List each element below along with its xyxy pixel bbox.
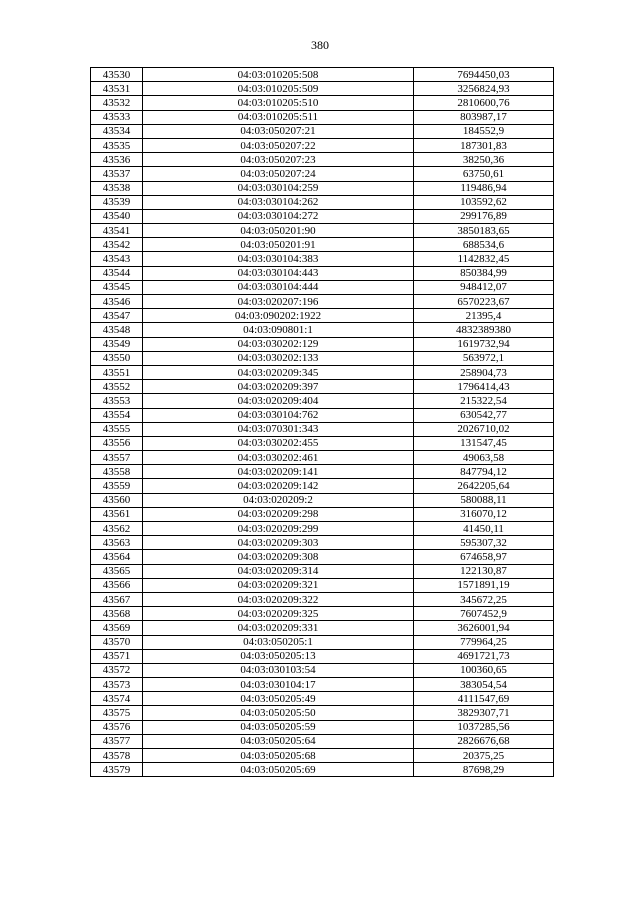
table-row bbox=[91, 209, 554, 223]
value-cell: 2026710,02 bbox=[414, 422, 554, 436]
table-row bbox=[91, 280, 554, 294]
row-number-cell: 43551 bbox=[91, 365, 143, 379]
row-number-cell: 43547 bbox=[91, 309, 143, 323]
cadastral-number-cell: 04:03:020209:2 bbox=[143, 493, 414, 507]
value-cell: 674658,97 bbox=[414, 550, 554, 564]
table-row bbox=[91, 181, 554, 195]
table-row bbox=[91, 507, 554, 521]
cadastral-number-cell: 04:03:020209:325 bbox=[143, 607, 414, 621]
value-cell: 63750,61 bbox=[414, 167, 554, 181]
value-cell: 779964,25 bbox=[414, 635, 554, 649]
cadastral-number-cell: 04:03:030104:262 bbox=[143, 195, 414, 209]
table-row bbox=[91, 621, 554, 635]
row-number-cell: 43550 bbox=[91, 351, 143, 365]
cadastral-number-cell: 04:03:030104:443 bbox=[143, 266, 414, 280]
value-cell: 1142832,45 bbox=[414, 252, 554, 266]
row-number-cell: 43563 bbox=[91, 536, 143, 550]
cadastral-number-cell: 04:03:020209:404 bbox=[143, 394, 414, 408]
value-cell: 688534,6 bbox=[414, 238, 554, 252]
row-number-cell: 43561 bbox=[91, 507, 143, 521]
row-number-cell: 43559 bbox=[91, 479, 143, 493]
row-number-cell: 43548 bbox=[91, 323, 143, 337]
table-row bbox=[91, 96, 554, 110]
value-cell: 1619732,94 bbox=[414, 337, 554, 351]
value-cell: 184552,9 bbox=[414, 124, 554, 138]
row-number-cell: 43545 bbox=[91, 280, 143, 294]
value-cell: 948412,07 bbox=[414, 280, 554, 294]
table-row bbox=[91, 380, 554, 394]
table-row bbox=[91, 550, 554, 564]
table-row bbox=[91, 522, 554, 536]
row-number-cell: 43569 bbox=[91, 621, 143, 635]
cadastral-number-cell: 04:03:030104:444 bbox=[143, 280, 414, 294]
value-cell: 21395,4 bbox=[414, 309, 554, 323]
table-row bbox=[91, 224, 554, 238]
row-number-cell: 43542 bbox=[91, 238, 143, 252]
row-number-cell: 43570 bbox=[91, 635, 143, 649]
value-cell: 850384,99 bbox=[414, 266, 554, 280]
table-row bbox=[91, 436, 554, 450]
cadastral-number-cell: 04:03:050207:23 bbox=[143, 153, 414, 167]
row-number-cell: 43544 bbox=[91, 266, 143, 280]
table-row bbox=[91, 465, 554, 479]
row-number-cell: 43571 bbox=[91, 649, 143, 663]
value-cell: 1037285,56 bbox=[414, 720, 554, 734]
value-cell: 103592,62 bbox=[414, 195, 554, 209]
table-row bbox=[91, 68, 554, 82]
table-row bbox=[91, 82, 554, 96]
table-row bbox=[91, 635, 554, 649]
cadastral-number-cell: 04:03:030103:54 bbox=[143, 663, 414, 677]
row-number-cell: 43558 bbox=[91, 465, 143, 479]
row-number-cell: 43565 bbox=[91, 564, 143, 578]
value-cell: 258904,73 bbox=[414, 365, 554, 379]
table-row bbox=[91, 394, 554, 408]
cadastral-number-cell: 04:03:020209:299 bbox=[143, 522, 414, 536]
row-number-cell: 43572 bbox=[91, 663, 143, 677]
cadastral-number-cell: 04:03:050207:21 bbox=[143, 124, 414, 138]
value-cell: 1796414,43 bbox=[414, 380, 554, 394]
row-number-cell: 43531 bbox=[91, 82, 143, 96]
cadastral-number-cell: 04:03:050205:68 bbox=[143, 749, 414, 763]
cadastral-number-cell: 04:03:020207:196 bbox=[143, 295, 414, 309]
cadastral-number-cell: 04:03:050205:64 bbox=[143, 734, 414, 748]
table-row bbox=[91, 167, 554, 181]
cadastral-number-cell: 04:03:050205:69 bbox=[143, 763, 414, 777]
row-number-cell: 43539 bbox=[91, 195, 143, 209]
table-row bbox=[91, 266, 554, 280]
value-cell: 3256824,93 bbox=[414, 82, 554, 96]
cadastral-number-cell: 04:03:050201:91 bbox=[143, 238, 414, 252]
table-row bbox=[91, 365, 554, 379]
table-row bbox=[91, 663, 554, 677]
value-cell: 87698,29 bbox=[414, 763, 554, 777]
table-row bbox=[91, 692, 554, 706]
cadastral-number-cell: 04:03:030202:129 bbox=[143, 337, 414, 351]
value-cell: 595307,32 bbox=[414, 536, 554, 550]
value-cell: 7607452,9 bbox=[414, 607, 554, 621]
cadastral-number-cell: 04:03:020209:345 bbox=[143, 365, 414, 379]
value-cell: 563972,1 bbox=[414, 351, 554, 365]
value-cell: 2826676,68 bbox=[414, 734, 554, 748]
cadastral-number-cell: 04:03:050207:24 bbox=[143, 167, 414, 181]
row-number-cell: 43540 bbox=[91, 209, 143, 223]
row-number-cell: 43538 bbox=[91, 181, 143, 195]
value-cell: 100360,65 bbox=[414, 663, 554, 677]
value-cell: 187301,83 bbox=[414, 138, 554, 152]
page-number: 380 bbox=[311, 38, 329, 52]
table-row bbox=[91, 238, 554, 252]
table-row bbox=[91, 110, 554, 124]
row-number-cell: 43530 bbox=[91, 68, 143, 82]
table-row bbox=[91, 153, 554, 167]
table-row bbox=[91, 678, 554, 692]
cadastral-number-cell: 04:03:030104:383 bbox=[143, 252, 414, 266]
row-number-cell: 43577 bbox=[91, 734, 143, 748]
row-number-cell: 43560 bbox=[91, 493, 143, 507]
cadastral-number-cell: 04:03:090801:1 bbox=[143, 323, 414, 337]
row-number-cell: 43564 bbox=[91, 550, 143, 564]
table-row bbox=[91, 536, 554, 550]
cadastral-number-cell: 04:03:020209:397 bbox=[143, 380, 414, 394]
cadastral-number-cell: 04:03:050205:49 bbox=[143, 692, 414, 706]
cadastral-number-cell: 04:03:010205:508 bbox=[143, 68, 414, 82]
value-cell: 345672,25 bbox=[414, 592, 554, 606]
value-cell: 215322,54 bbox=[414, 394, 554, 408]
value-cell: 4832389380 bbox=[414, 323, 554, 337]
row-number-cell: 43568 bbox=[91, 607, 143, 621]
table-row bbox=[91, 749, 554, 763]
cadastral-number-cell: 04:03:010205:511 bbox=[143, 110, 414, 124]
row-number-cell: 43536 bbox=[91, 153, 143, 167]
value-cell: 41450,11 bbox=[414, 522, 554, 536]
table-row bbox=[91, 706, 554, 720]
row-number-cell: 43552 bbox=[91, 380, 143, 394]
value-cell: 4691721,73 bbox=[414, 649, 554, 663]
cadastral-number-cell: 04:03:030104:17 bbox=[143, 678, 414, 692]
cadastral-number-cell: 04:03:050205:50 bbox=[143, 706, 414, 720]
row-number-cell: 43576 bbox=[91, 720, 143, 734]
cadastral-number-cell: 04:03:020209:322 bbox=[143, 592, 414, 606]
table-row bbox=[91, 309, 554, 323]
cadastral-number-cell: 04:03:020209:321 bbox=[143, 578, 414, 592]
value-cell: 2642205,64 bbox=[414, 479, 554, 493]
cadastral-number-cell: 04:03:050205:59 bbox=[143, 720, 414, 734]
row-number-cell: 43578 bbox=[91, 749, 143, 763]
cadastral-number-cell: 04:03:050207:22 bbox=[143, 138, 414, 152]
value-cell: 1571891,19 bbox=[414, 578, 554, 592]
value-cell: 4111547,69 bbox=[414, 692, 554, 706]
row-number-cell: 43532 bbox=[91, 96, 143, 110]
table-body bbox=[91, 68, 554, 777]
row-number-cell: 43534 bbox=[91, 124, 143, 138]
table-row bbox=[91, 451, 554, 465]
cadastral-number-cell: 04:03:020209:314 bbox=[143, 564, 414, 578]
cadastral-number-cell: 04:03:020209:298 bbox=[143, 507, 414, 521]
value-cell: 119486,94 bbox=[414, 181, 554, 195]
cadastral-number-cell: 04:03:030104:272 bbox=[143, 209, 414, 223]
cadastral-number-cell: 04:03:050205:1 bbox=[143, 635, 414, 649]
cadastral-number-cell: 04:03:030202:461 bbox=[143, 451, 414, 465]
cadastral-number-cell: 04:03:010205:509 bbox=[143, 82, 414, 96]
table-row bbox=[91, 124, 554, 138]
row-number-cell: 43546 bbox=[91, 295, 143, 309]
table-row bbox=[91, 578, 554, 592]
row-number-cell: 43541 bbox=[91, 224, 143, 238]
value-cell: 3850183,65 bbox=[414, 224, 554, 238]
row-number-cell: 43554 bbox=[91, 408, 143, 422]
row-number-cell: 43574 bbox=[91, 692, 143, 706]
value-cell: 580088,11 bbox=[414, 493, 554, 507]
row-number-cell: 43567 bbox=[91, 592, 143, 606]
table-row bbox=[91, 323, 554, 337]
row-number-cell: 43533 bbox=[91, 110, 143, 124]
table-row bbox=[91, 422, 554, 436]
table-row bbox=[91, 408, 554, 422]
table-row bbox=[91, 493, 554, 507]
value-cell: 3829307,71 bbox=[414, 706, 554, 720]
table-row bbox=[91, 763, 554, 777]
cadastral-number-cell: 04:03:020209:142 bbox=[143, 479, 414, 493]
value-cell: 3626001,94 bbox=[414, 621, 554, 635]
cadastral-number-cell: 04:03:030202:455 bbox=[143, 436, 414, 450]
table-row bbox=[91, 295, 554, 309]
cadastral-number-cell: 04:03:020209:308 bbox=[143, 550, 414, 564]
row-number-cell: 43553 bbox=[91, 394, 143, 408]
cadastral-number-cell: 04:03:020209:303 bbox=[143, 536, 414, 550]
value-cell: 49063,58 bbox=[414, 451, 554, 465]
value-cell: 131547,45 bbox=[414, 436, 554, 450]
cadastral-number-cell: 04:03:070301:343 bbox=[143, 422, 414, 436]
value-cell: 847794,12 bbox=[414, 465, 554, 479]
cadastral-number-cell: 04:03:030104:259 bbox=[143, 181, 414, 195]
table-row bbox=[91, 351, 554, 365]
cadastral-number-cell: 04:03:050201:90 bbox=[143, 224, 414, 238]
table-row bbox=[91, 649, 554, 663]
row-number-cell: 43555 bbox=[91, 422, 143, 436]
row-number-cell: 43549 bbox=[91, 337, 143, 351]
row-number-cell: 43566 bbox=[91, 578, 143, 592]
cadastral-number-cell: 04:03:020209:141 bbox=[143, 465, 414, 479]
cadastral-number-cell: 04:03:090202:1922 bbox=[143, 309, 414, 323]
value-cell: 7694450,03 bbox=[414, 68, 554, 82]
value-cell: 122130,87 bbox=[414, 564, 554, 578]
table-row bbox=[91, 138, 554, 152]
value-cell: 38250,36 bbox=[414, 153, 554, 167]
row-number-cell: 43556 bbox=[91, 436, 143, 450]
table-row bbox=[91, 252, 554, 266]
row-number-cell: 43537 bbox=[91, 167, 143, 181]
value-cell: 383054,54 bbox=[414, 678, 554, 692]
cadastral-number-cell: 04:03:010205:510 bbox=[143, 96, 414, 110]
row-number-cell: 43579 bbox=[91, 763, 143, 777]
cadastral-number-cell: 04:03:030202:133 bbox=[143, 351, 414, 365]
table-row bbox=[91, 592, 554, 606]
table-row bbox=[91, 720, 554, 734]
table-row bbox=[91, 479, 554, 493]
value-cell: 6570223,67 bbox=[414, 295, 554, 309]
row-number-cell: 43543 bbox=[91, 252, 143, 266]
value-cell: 2810600,76 bbox=[414, 96, 554, 110]
value-cell: 316070,12 bbox=[414, 507, 554, 521]
cadastral-number-cell: 04:03:030104:762 bbox=[143, 408, 414, 422]
table-row bbox=[91, 337, 554, 351]
cadastral-number-cell: 04:03:020209:331 bbox=[143, 621, 414, 635]
row-number-cell: 43535 bbox=[91, 138, 143, 152]
row-number-cell: 43575 bbox=[91, 706, 143, 720]
table-row bbox=[91, 195, 554, 209]
table-row bbox=[91, 607, 554, 621]
value-cell: 20375,25 bbox=[414, 749, 554, 763]
row-number-cell: 43573 bbox=[91, 678, 143, 692]
row-number-cell: 43557 bbox=[91, 451, 143, 465]
value-cell: 803987,17 bbox=[414, 110, 554, 124]
row-number-cell: 43562 bbox=[91, 522, 143, 536]
value-cell: 630542,77 bbox=[414, 408, 554, 422]
table-row bbox=[91, 564, 554, 578]
data-table bbox=[90, 67, 554, 777]
table-row bbox=[91, 734, 554, 748]
value-cell: 299176,89 bbox=[414, 209, 554, 223]
cadastral-number-cell: 04:03:050205:13 bbox=[143, 649, 414, 663]
